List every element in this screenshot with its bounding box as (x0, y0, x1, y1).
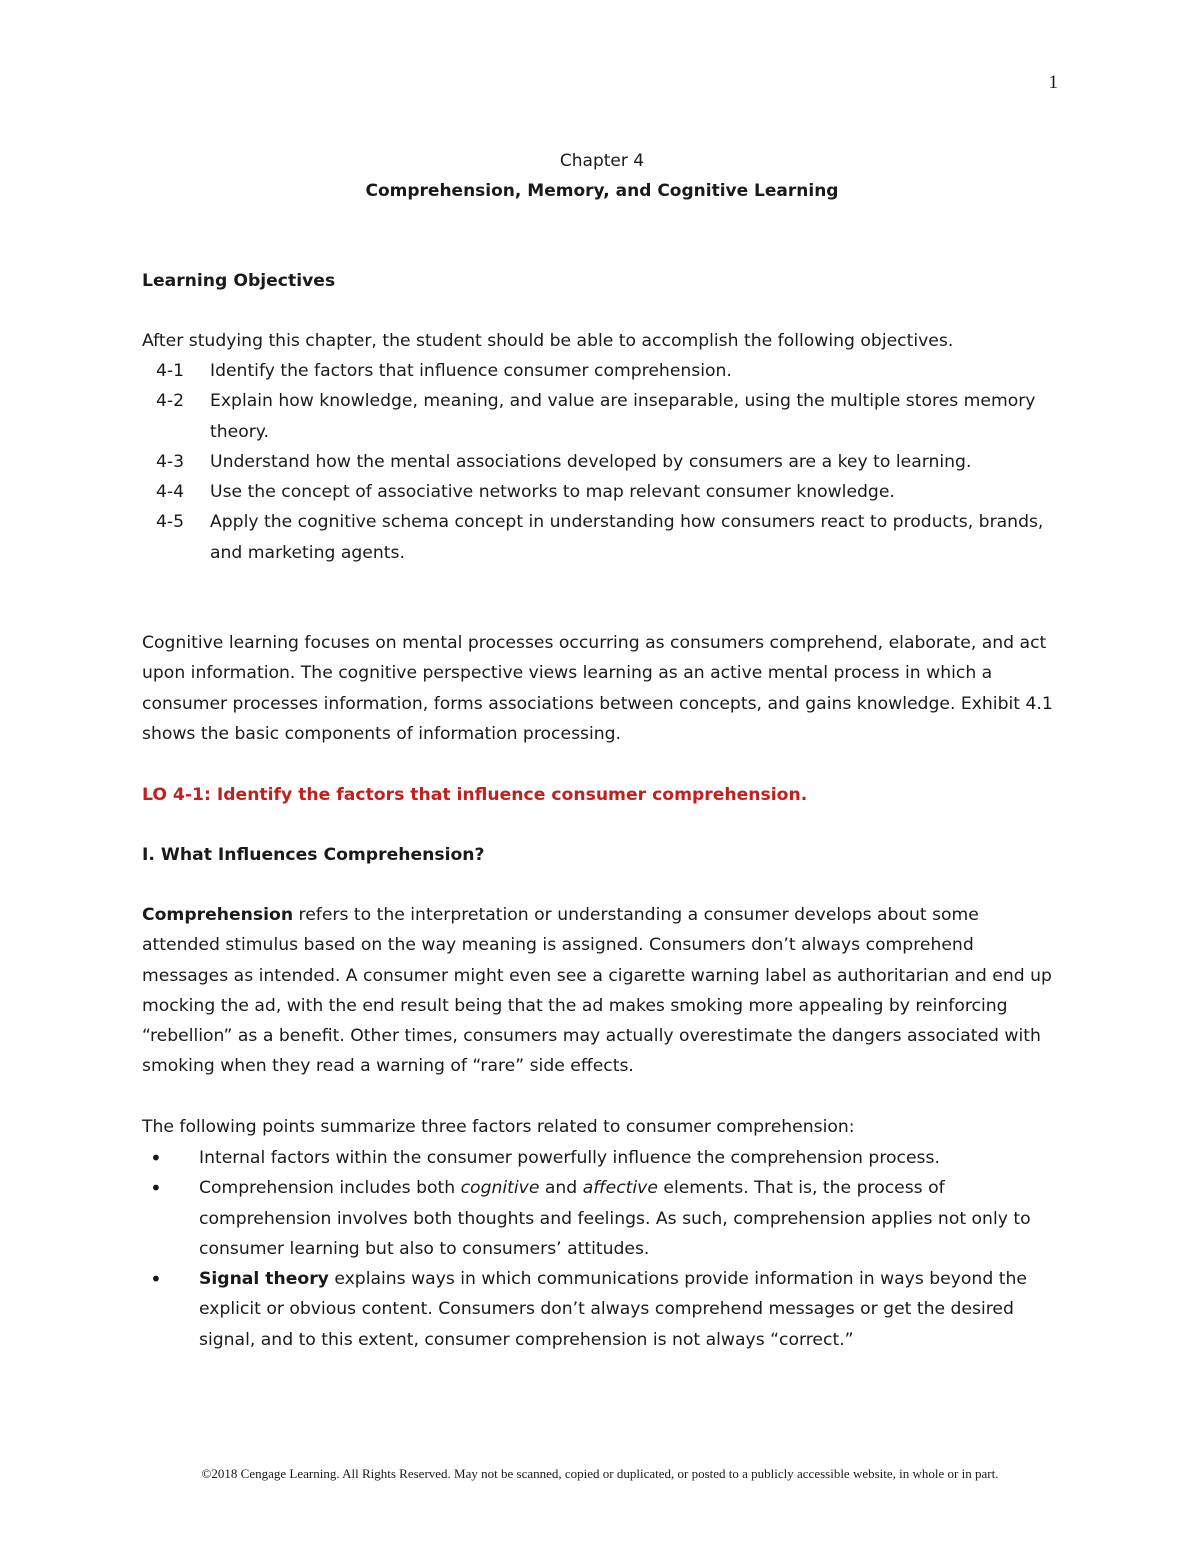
bullet-text (199, 1264, 1062, 1355)
objective-text: Identify the factors that influence consumer comprehension. (210, 361, 732, 381)
objective-number: 4-5 (156, 512, 185, 533)
comprehension-definition: refers to the interpretation or understanding a consumer develops about some attended stimulus based on the way meaning is assigned. Consumers don’t always comprehend messages as intended. A consumer might even see a cigarette warning label as authoritarian and end up mocking the ad, with the end result being that the ad makes smoking more appealing by reinforcing “rebellion” as a benefit. Other times, consumers may actually overestimate the dangers associated with smoking when they read a warning of “rare” side effects. (142, 905, 1052, 1077)
list-item (142, 1143, 1062, 1173)
chapter-title: Chapter 4 (559, 151, 645, 171)
objective-number: 4-3 (156, 451, 185, 472)
title-block (142, 146, 1062, 206)
emphasis-affective: affective (582, 1178, 658, 1199)
list-item (142, 507, 1062, 568)
lo-heading: LO 4-1: Identify the factors that influence consumer comprehension. (142, 785, 808, 805)
bullet-icon: • (150, 1176, 162, 1201)
section-heading: I. What Influences Comprehension? (142, 845, 485, 865)
list-item (142, 1173, 1062, 1264)
signal-theory-term: Signal theory (199, 1269, 329, 1290)
bullet-icon: • (150, 1146, 162, 1170)
objective-number: 4-2 (156, 391, 185, 412)
bullet-text-part: Comprehension includes both (199, 1178, 461, 1199)
bullet-text-part: and (539, 1178, 583, 1199)
bullet-text-part: elements. That is, the process of comprehension involves both thoughts and feelings. As such, comprehension applies not only to consumer learning but also to consumers’ attitudes. (199, 1178, 1031, 1259)
factors-intro: The following points summarize three factors related to consumer comprehension: (142, 1117, 855, 1137)
comprehension-paragraph (142, 900, 1062, 1082)
list-item (142, 386, 1062, 447)
objective-text: Use the concept of associative networks to map relevant consumer knowledge. (210, 482, 895, 503)
objectives-list (142, 356, 1062, 568)
intro-paragraph: Cognitive learning focuses on mental processes occurring as consumers comprehend, elaborate, and act upon information. The cognitive perspective views learning as an active mental process in which a consumer processes information, forms associations between concepts, and gains knowledge. Exhibit 4.1 shows the basic components of information processing. (142, 633, 1053, 744)
factors-list (142, 1143, 1062, 1355)
list-item (142, 477, 1062, 507)
page-number: 1 (1048, 72, 1058, 93)
bullet-icon: • (150, 1267, 162, 1292)
objectives-intro: After studying this chapter, the student should be able to accomplish the following objectives. (142, 331, 954, 351)
bullet-text-part: explains ways in which communications provide information in ways beyond the explicit or obvious content. Consumers don’t always comprehend messages or get the desired signal, and to this extent, consumer comprehension is not always “correct.” (199, 1269, 1027, 1350)
copyright-footer: ©2018 Cengage Learning. All Rights Reserved. May not be scanned, copied or duplicated, or posted to a publicly accessible website, in whole or in part. (201, 1466, 999, 1481)
objective-text: Explain how knowledge, meaning, and value are inseparable, using the multiple stores memory theory. (210, 391, 1036, 442)
objective-number: 4-1 (156, 361, 185, 381)
bullet-text (199, 1173, 1062, 1264)
list-item (142, 1264, 1062, 1355)
bullet-text: Internal factors within the consumer powerfully influence the comprehension process. (199, 1148, 940, 1168)
learning-objectives-heading: Learning Objectives (142, 271, 336, 291)
objective-number: 4-4 (156, 482, 185, 503)
comprehension-term: Comprehension (142, 905, 294, 925)
list-item (142, 356, 1062, 386)
emphasis-cognitive: cognitive (460, 1178, 540, 1199)
list-item (142, 447, 1062, 477)
objective-text: Apply the cognitive schema concept in understanding how consumers react to products, brands, and marketing agents. (210, 512, 1044, 563)
chapter-subtitle: Comprehension, Memory, and Cognitive Learning (365, 181, 839, 201)
objective-text: Understand how the mental associations developed by consumers are a key to learning. (210, 451, 972, 472)
